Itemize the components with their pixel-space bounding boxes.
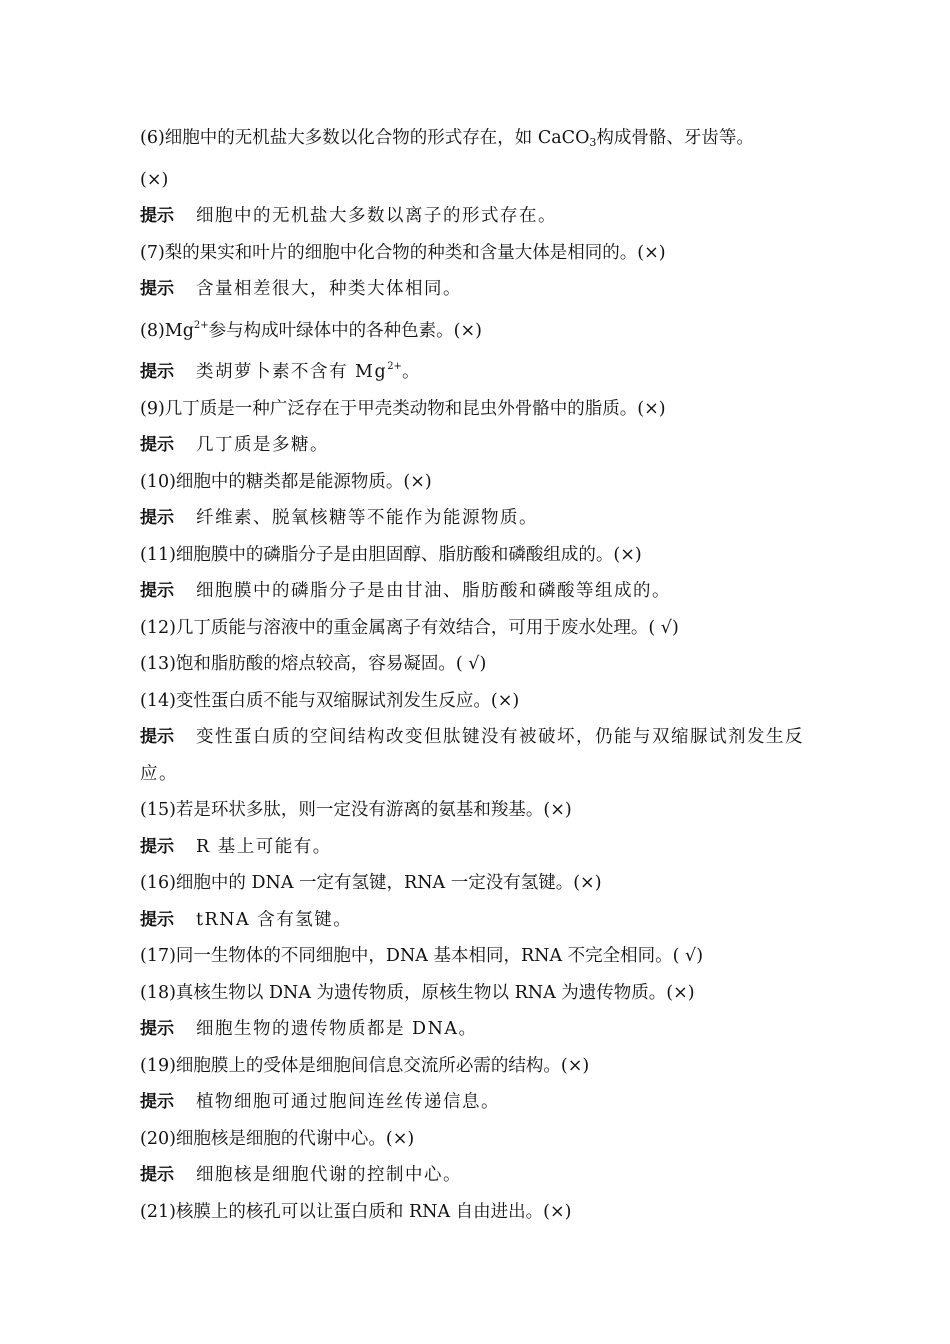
statement-6: (6)细胞中的无机盐大多数以化合物的形式存在，如 CaCO$_3$构成骨骼、牙齿等。 bbox=[140, 128, 754, 149]
hint-label: 提示 bbox=[140, 279, 174, 299]
hint-label: 提示 bbox=[140, 581, 174, 601]
hint-label: 提示 bbox=[140, 909, 174, 930]
statement-15: (15)若是环状多肽，则一定没有游离的氨基和羧基。(×) bbox=[140, 800, 572, 820]
hint-label: 提示 bbox=[140, 508, 174, 528]
hint-9: 提示 几丁质是多糖。 bbox=[140, 435, 329, 455]
hint-14: 提示 变性蛋白质的空间结构改变但肽键没有被破坏，仍能与双缩脲试剂发生反 bbox=[140, 727, 804, 747]
hint-label: 提示 bbox=[140, 1165, 174, 1185]
statement-14: (14)变性蛋白质不能与双缩脲试剂发生反应。(×) bbox=[140, 690, 520, 711]
hint-11: 提示 细胞膜中的磷脂分子是由甘油、脂肪酸和磷酸等组成的。 bbox=[140, 581, 671, 601]
hint-10: 提示 纤维素、脱氧核糖等不能作为能源物质。 bbox=[140, 508, 538, 528]
hint-15: 提示 R 基上可能有。 bbox=[140, 836, 332, 857]
statement-17: (17)同一生物体的不同细胞中，DNA 基本相同，RNA 不完全相同。( √) bbox=[140, 946, 704, 966]
statement-21: (21)核膜上的核孔可以让蛋白质和 RNA 自由进出。(×) bbox=[140, 1201, 572, 1222]
statement-11: (11)细胞膜中的磷脂分子是由胆固醇、脂肪酸和磷酸组成的。(×) bbox=[140, 544, 642, 565]
statement-9: (9)几丁质是一种广泛存在于甲壳类动物和昆虫外骨骼中的脂质。(×) bbox=[140, 398, 666, 419]
hint-label: 提示 bbox=[140, 206, 174, 226]
statement-13: (13)饱和脂肪酸的熔点较高，容易凝固。( √) bbox=[140, 654, 487, 674]
statement-8: $(8)Mg^{2+}$参与构成叶绿体中的各种色素。(×) bbox=[140, 319, 482, 341]
hint-16: 提示 tRNA 含有氢键。 bbox=[140, 909, 353, 930]
statement-18: (18)真核生物以 DNA 为遗传物质，原核生物以 RNA 为遗传物质。(×) bbox=[140, 982, 695, 1003]
hint-label: 提示 bbox=[140, 727, 174, 747]
hint-label: 提示 bbox=[140, 836, 174, 857]
hint-label: 提示 bbox=[140, 435, 174, 455]
hint-8: 提示 类胡萝卜素不含有 $Mg^{2+}$。 bbox=[140, 361, 421, 382]
statement-19: (19)细胞膜上的受体是细胞间信息交流所必需的结构。(×) bbox=[140, 1055, 590, 1076]
statement-12: (12)几丁质能与溶液中的重金属离子有效结合，可用于废水处理。( √) bbox=[140, 617, 679, 638]
hint-7: 提示 含量相差很大，种类大体相同。 bbox=[140, 279, 462, 299]
hint-6: 提示 细胞中的无机盐大多数以离子的形式存在。 bbox=[140, 206, 557, 226]
statement-20: (20)细胞核是细胞的代谢中心。(×) bbox=[140, 1128, 415, 1149]
statement-6-answer: (×) bbox=[140, 169, 169, 190]
hint-label: 提示 bbox=[140, 1019, 174, 1039]
statement-7: (7)梨的果实和叶片的细胞中化合物的种类和含量大体是相同的。(×) bbox=[140, 242, 666, 263]
statement-10: (10)细胞中的糖类都是能源物质。(×) bbox=[140, 471, 432, 492]
hint-20: 提示 细胞核是细胞代谢的控制中心。 bbox=[140, 1165, 462, 1185]
hint-18: 提示 细胞生物的遗传物质都是 DNA。 bbox=[140, 1019, 478, 1039]
hint-label: 提示 bbox=[140, 362, 174, 382]
hint-label: 提示 bbox=[140, 1092, 174, 1112]
hint-14-continued: 应。 bbox=[140, 763, 178, 784]
statement-16: (16)细胞中的 DNA 一定有氢键，RNA 一定没有氢键。(×) bbox=[140, 873, 602, 893]
hint-19: 提示 植物细胞可通过胞间连丝传递信息。 bbox=[140, 1092, 500, 1112]
question-list bbox=[140, 120, 820, 1230]
